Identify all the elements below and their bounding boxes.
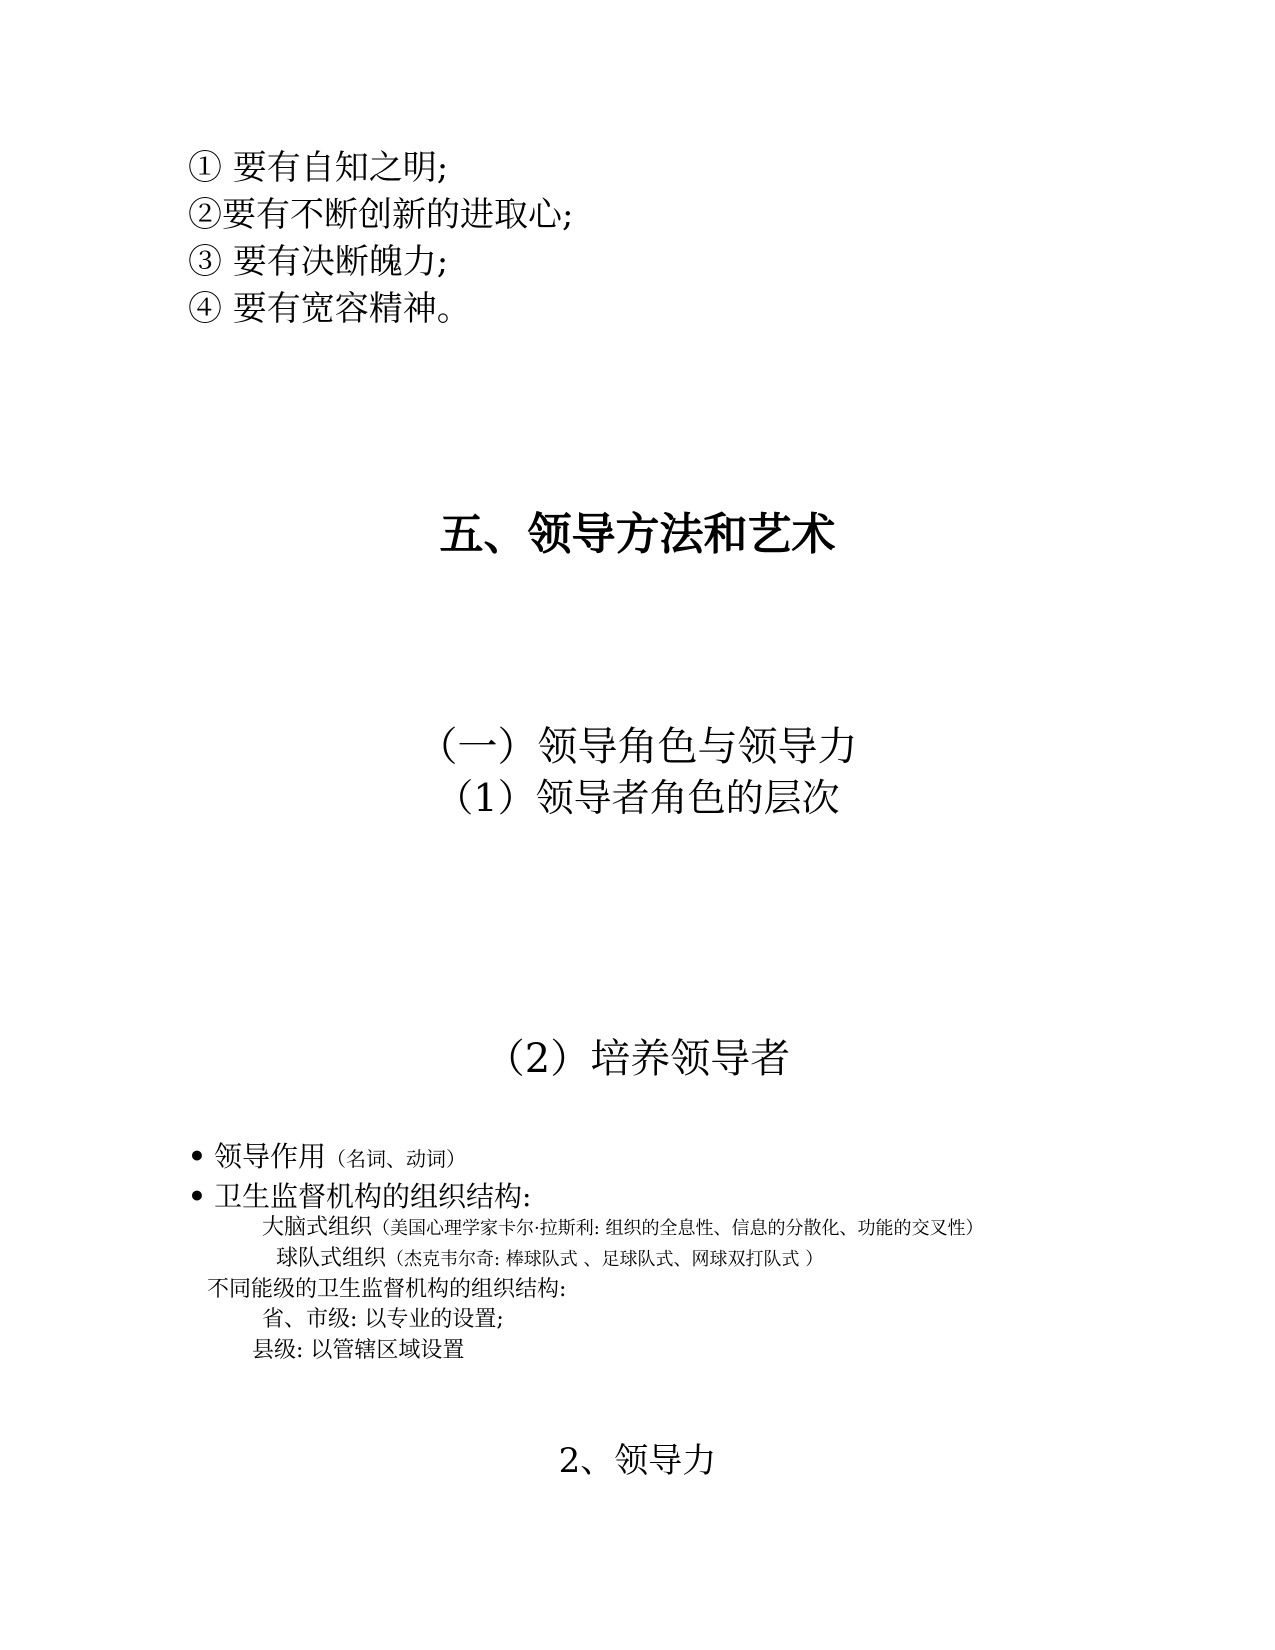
org-type-note: （美国心理学家卡尔·拉斯利: 组织的全息性、信息的分散化、功能的交叉性） (372, 1218, 984, 1239)
org-type-brain (262, 1214, 984, 1243)
leadership-heading: 2、领导力 (558, 1441, 717, 1481)
org-type-team (276, 1245, 823, 1274)
level-province-city: 省、市级: 以专业的设置; (262, 1307, 504, 1332)
org-type-label: 大脑式组织 (262, 1215, 373, 1240)
section-title: 五、领导方法和艺术 (439, 509, 836, 560)
cultivate-title: （2）培养领导者 (484, 1036, 791, 1082)
bullet-dot: • (188, 1180, 206, 1213)
bullet-note: （名词、动词） (326, 1147, 467, 1171)
quality-item-4: ④ 要有宽容精神。 (188, 289, 471, 329)
bullet-text: 卫生监督机构的组织结构: (214, 1180, 532, 1213)
quality-item-3: ③ 要有决断魄力; (188, 242, 449, 282)
bullet-leadership-role (188, 1140, 466, 1176)
levels-heading: 不同能级的卫生监督机构的组织结构: (207, 1277, 567, 1302)
subsection-title: （一）领导角色与领导力 (417, 724, 858, 770)
org-type-note: （杰克韦尔奇: 棒球队式 、足球队式、网球双打队式 ） (386, 1249, 824, 1270)
bullet-dot: • (188, 1140, 206, 1173)
bullet-org-structure (188, 1180, 531, 1214)
quality-item-2: ②要有不断创新的进取心; (188, 195, 574, 235)
quality-item-1: ① 要有自知之明; (188, 148, 449, 188)
level-county: 县级: 以管辖区域设置 (252, 1338, 465, 1363)
org-type-label: 球队式组织 (276, 1246, 387, 1271)
bullet-text: 领导作用 (214, 1140, 327, 1173)
level-title: （1）领导者角色的层次 (435, 776, 840, 820)
